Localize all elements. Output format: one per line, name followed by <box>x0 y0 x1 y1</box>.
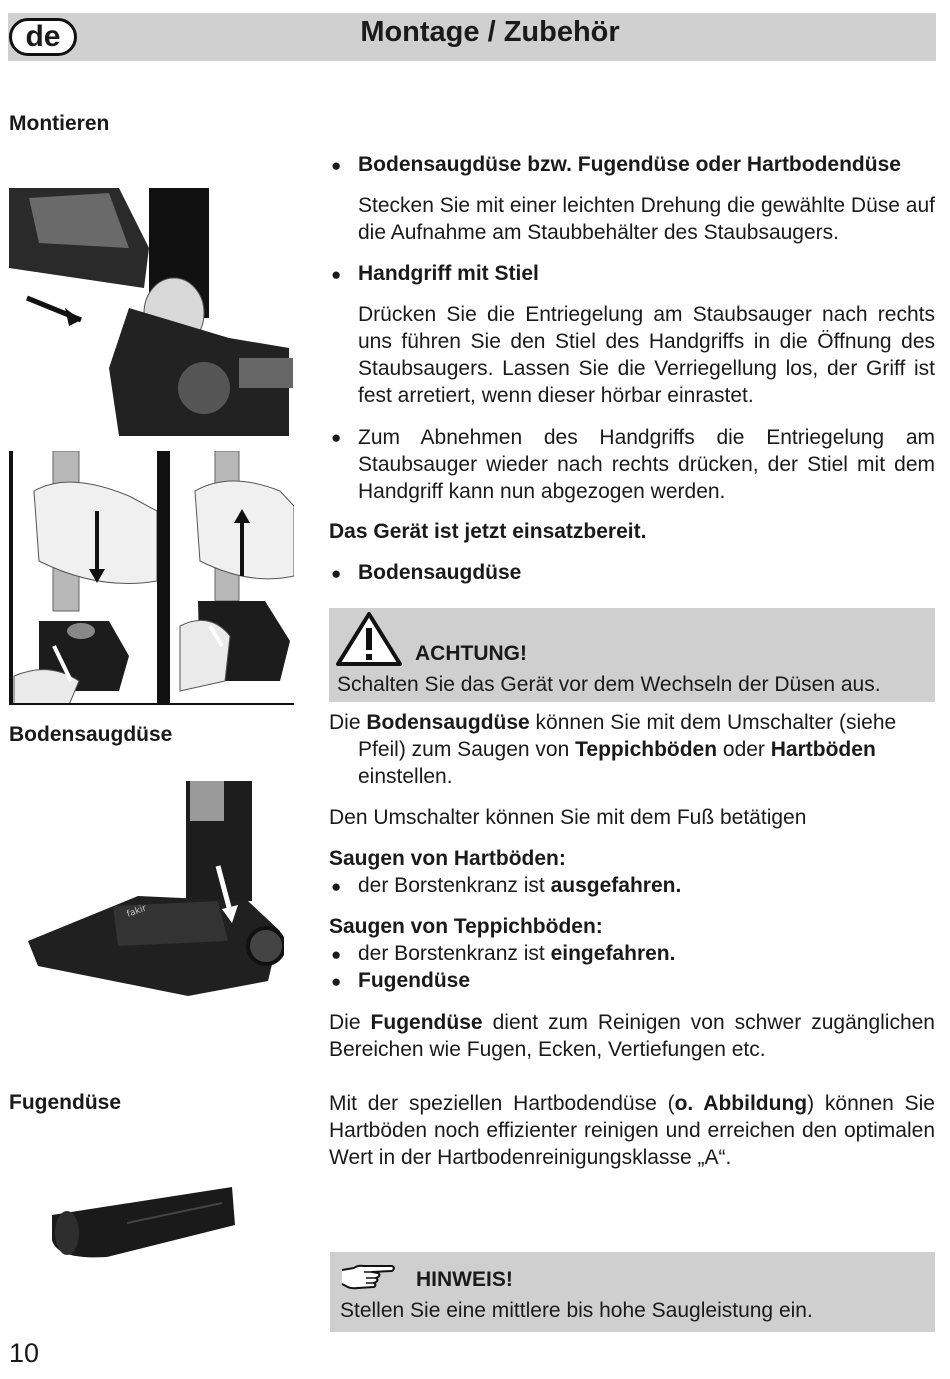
warning-triangle-icon <box>335 611 403 667</box>
hartbodenduese-paragraph <box>329 1090 935 1171</box>
ready-text: Das Gerät ist jetzt einsatzbereit. <box>329 520 647 543</box>
bullet3-text: Zum Abnehmen des Handgriffs die Entriegelung am Staubsauger wieder nach rechts drücken, der Stiel mit dem Handgriff kann nun abgezogen werden. <box>358 426 935 503</box>
bullet2-text: Drücken Sie die Entriegelung am Staubsauger nach rechts uns führen Sie den Stiel des Handgriffs in die Öffnung des Staubsaugers. Lassen Sie die Verriegellung los, der Griff ist fest arretiert, wenn dieser hörbar einrastet. <box>358 303 935 407</box>
heading-montieren: Montieren <box>9 112 110 135</box>
photo-crevice-nozzle <box>47 1185 237 1265</box>
text-span: dient zum Reinigen von schwer zugänglichen Bereichen wie Fugen, Ecken, Vertiefungen etc. <box>329 1011 935 1061</box>
teppichboeden-title: Saugen von Teppichböden: <box>329 915 603 938</box>
text-span-bold: Bodensaugdüse <box>366 711 530 734</box>
pointing-hand-icon <box>338 1262 398 1292</box>
text-span-bold: Fugendüse <box>370 1011 483 1034</box>
photo-attach-nozzle <box>9 188 293 436</box>
bullet1-title: Bodensaugdüse bzw. Fugendüse oder Hartbodendüse <box>358 153 901 176</box>
teppichboeden-text <box>358 940 935 967</box>
text-span-bold: o. Abbildung <box>674 1092 808 1115</box>
bullet: ● <box>331 972 342 991</box>
text-span: der Borstenkranz ist <box>358 874 551 897</box>
text-span-bold: ausgefahren. <box>550 874 682 897</box>
text-span: der Borstenkranz ist <box>358 942 551 965</box>
text-span: Die <box>329 1011 371 1034</box>
text-span: oder <box>717 738 771 761</box>
bullet4-title: Bodensaugdüse <box>358 561 522 584</box>
fugenduese-paragraph <box>329 1009 935 1063</box>
bullet: ● <box>331 877 342 896</box>
bullet: ● <box>331 156 342 175</box>
heading-fugenduese: Fugendüse <box>9 1091 122 1114</box>
photo-divider <box>157 451 170 705</box>
bullet: ● <box>331 564 342 583</box>
text-span-bold: Hartböden <box>770 738 876 761</box>
hartboeden-title: Saugen von Hartböden: <box>329 847 566 870</box>
text-span: Die <box>329 711 367 734</box>
page-title: Montage / Zubehör <box>360 16 620 48</box>
hint-title: HINWEIS! <box>416 1268 513 1291</box>
text-span: Mit der speziellen Hartbodendüse ( <box>329 1092 675 1115</box>
photo-floor-nozzle <box>18 781 284 1010</box>
photo-insert-handle <box>9 451 157 705</box>
text-span: ) können Sie Hartböden noch effizienter reinigen und erreichen den optimalen Wert in der Hartbodenreinigungsklasse „A“. <box>329 1092 935 1169</box>
umschalter-text: Den Umschalter können Sie mit dem Fuß betätigen <box>329 806 807 829</box>
warning-text: Schalten Sie das Gerät vor dem Wechseln der Düsen aus. <box>337 673 881 696</box>
text-span: können Sie mit dem Umschalter (siehe <box>529 711 897 734</box>
boden-paragraph-line2 <box>358 736 935 763</box>
warning-title: ACHTUNG! <box>415 642 527 665</box>
boden-paragraph-line1 <box>329 709 935 736</box>
bullet2-title: Handgriff mit Stiel <box>358 262 539 285</box>
bullet: ● <box>331 428 342 447</box>
hartboeden-text <box>358 872 935 899</box>
text-span-bold: eingefahren. <box>550 942 676 965</box>
heading-bodensaugduese: Bodensaugdüse <box>9 723 173 746</box>
hint-text: Stellen Sie eine mittlere bis hohe Saugleistung ein. <box>340 1299 813 1322</box>
boden-paragraph-line3: einstellen. <box>358 765 453 788</box>
language-badge: de <box>9 18 77 56</box>
photo-remove-handle <box>170 451 294 705</box>
svg-text:fakir: fakir <box>125 903 148 920</box>
bullet1-text: Stecken Sie mit einer leichten Drehung die gewählte Düse auf die Aufnahme am Staubbehälter des Staubsaugers. <box>358 194 935 244</box>
bullet: ● <box>331 265 342 284</box>
page-number: 10 <box>9 1338 40 1368</box>
bullet: ● <box>331 945 342 964</box>
fugenduese-bullet-title: Fugendüse <box>358 969 471 992</box>
text-span: Pfeil) zum Saugen von <box>358 738 576 761</box>
text-span-bold: Teppichböden <box>575 738 718 761</box>
